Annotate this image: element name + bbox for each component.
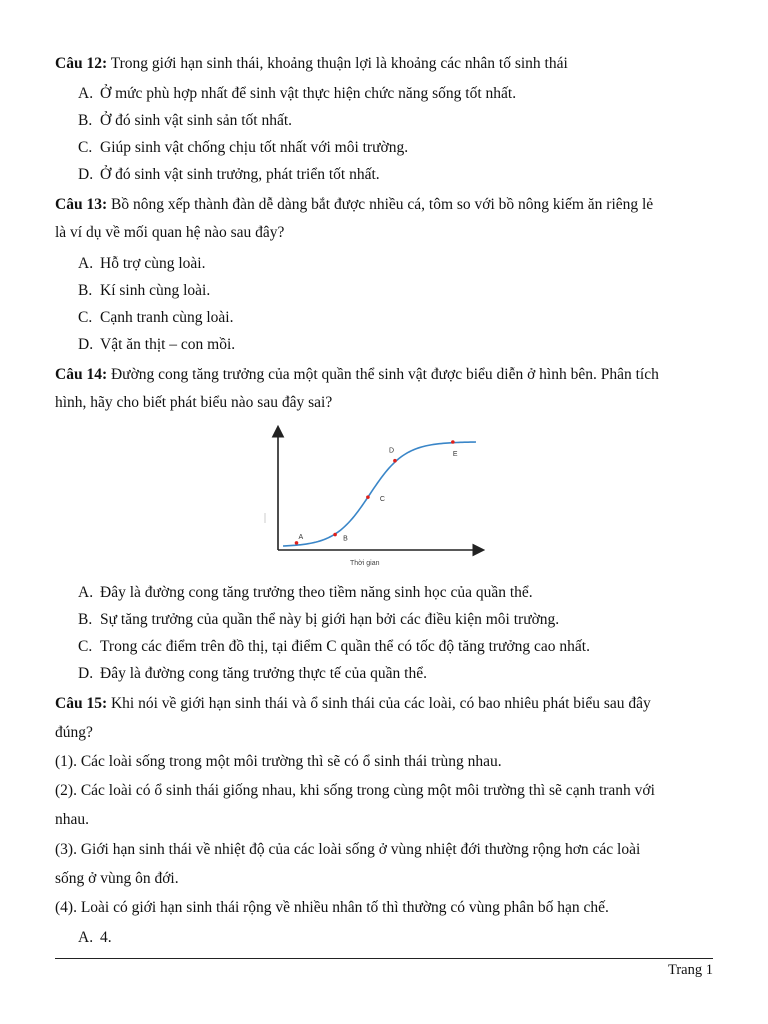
- growth-curve-line: [283, 442, 476, 546]
- option-a: A. 4.: [78, 929, 112, 946]
- curve-point-label-d: D: [388, 447, 395, 455]
- question-text: Khi nói về giới hạn sinh thái và ổ sinh thái của các loài, có bao nhiêu phát biểu sau đây: [107, 695, 651, 712]
- growth-curve-chart: [258, 422, 498, 572]
- option-a: A. Hỗ trợ cùng loài.: [78, 255, 206, 272]
- option-c: C. Giúp sinh vật chống chịu tốt nhất với môi trường.: [78, 139, 409, 156]
- footer-divider: [55, 958, 713, 959]
- option-a: A. Đây là đường cong tăng trưởng theo tiềm năng sinh học của quần thể.: [78, 584, 533, 601]
- question-text: Trong giới hạn sinh thái, khoảng thuận lợi là khoảng các nhân tố sinh thái: [107, 55, 568, 72]
- option-d: D. Đây là đường cong tăng trưởng thực tế của quần thể.: [78, 665, 427, 682]
- question-number: Câu 15:: [55, 695, 108, 712]
- statement-1: (1). Các loài sống trong một môi trường thì sẽ có ổ sinh thái trùng nhau.: [55, 753, 502, 770]
- curve-point-label-b: B: [343, 535, 348, 543]
- option-d: D. Ở đó sinh vật sinh trưởng, phát triển tốt nhất.: [78, 166, 380, 183]
- curve-points: [295, 440, 458, 544]
- statement-4: (4). Loài có giới hạn sinh thái rộng về nhiều nhân tố thì thường có vùng phân bố hạn chế.: [55, 899, 609, 916]
- question-number: Câu 13:: [55, 196, 108, 213]
- curve-point-b: [333, 533, 337, 537]
- curve-point-a: [295, 541, 299, 545]
- growth-curve-figure: [258, 422, 498, 572]
- statement-2-cont: nhau.: [55, 811, 90, 828]
- question-15: [55, 694, 651, 714]
- question-13: [55, 195, 653, 215]
- curve-point-e: [451, 440, 455, 444]
- option-a: A. Ở mức phù hợp nhất để sinh vật thực hiện chức năng sống tốt nhất.: [78, 85, 517, 102]
- page-number: Trang 1: [668, 962, 713, 978]
- curve-point-d: [393, 459, 397, 463]
- curve-point-label-a: A: [298, 533, 304, 541]
- statement-3-cont: sống ở vùng ôn đới.: [55, 870, 179, 887]
- option-b: B. Ở đó sinh vật sinh sản tốt nhất.: [78, 112, 293, 129]
- question-12: [55, 54, 568, 74]
- question-text-cont: đúng?: [55, 724, 93, 741]
- question-number: Câu 14:: [55, 366, 108, 383]
- option-d: D. Vật ăn thịt – con mồi.: [78, 336, 236, 353]
- option-b: B. Kí sinh cùng loài.: [78, 282, 211, 299]
- statement-3: (3). Giới hạn sinh thái về nhiệt độ của các loài sống ở vùng nhiệt đới thường rộng hơn các loài: [55, 841, 641, 858]
- option-c: C. Trong các điểm trên đồ thị, tại điểm C quần thể có tốc độ tăng trưởng cao nhất.: [78, 638, 590, 655]
- question-text-cont: hình, hãy cho biết phát biểu nào sau đây sai?: [55, 394, 333, 411]
- question-text-cont: là ví dụ về mối quan hệ nào sau đây?: [55, 224, 285, 241]
- curve-point-label-e: E: [452, 451, 458, 458]
- question-text: Bồ nông xếp thành đàn dễ dàng bắt được nhiều cá, tôm so với bồ nông kiếm ăn riêng lẻ: [107, 196, 654, 213]
- option-b: B. Sự tăng trưởng của quần thể này bị giới hạn bởi các điều kiện môi trường.: [78, 611, 560, 628]
- statement-2: (2). Các loài có ổ sinh thái giống nhau, khi sống trong cùng một môi trường thì sẽ cạnh tranh với: [55, 782, 655, 799]
- question-14: [55, 365, 659, 385]
- option-c: C. Cạnh tranh cùng loài.: [78, 309, 234, 326]
- question-text: Đường cong tăng trưởng của một quần thể sinh vật được biểu diễn ở hình bên. Phân tích: [107, 366, 659, 383]
- curve-point-label-c: C: [379, 496, 385, 504]
- question-number: Câu 12:: [55, 55, 108, 72]
- curve-point-c: [366, 495, 370, 499]
- x-axis-label: Thời gian: [350, 560, 380, 567]
